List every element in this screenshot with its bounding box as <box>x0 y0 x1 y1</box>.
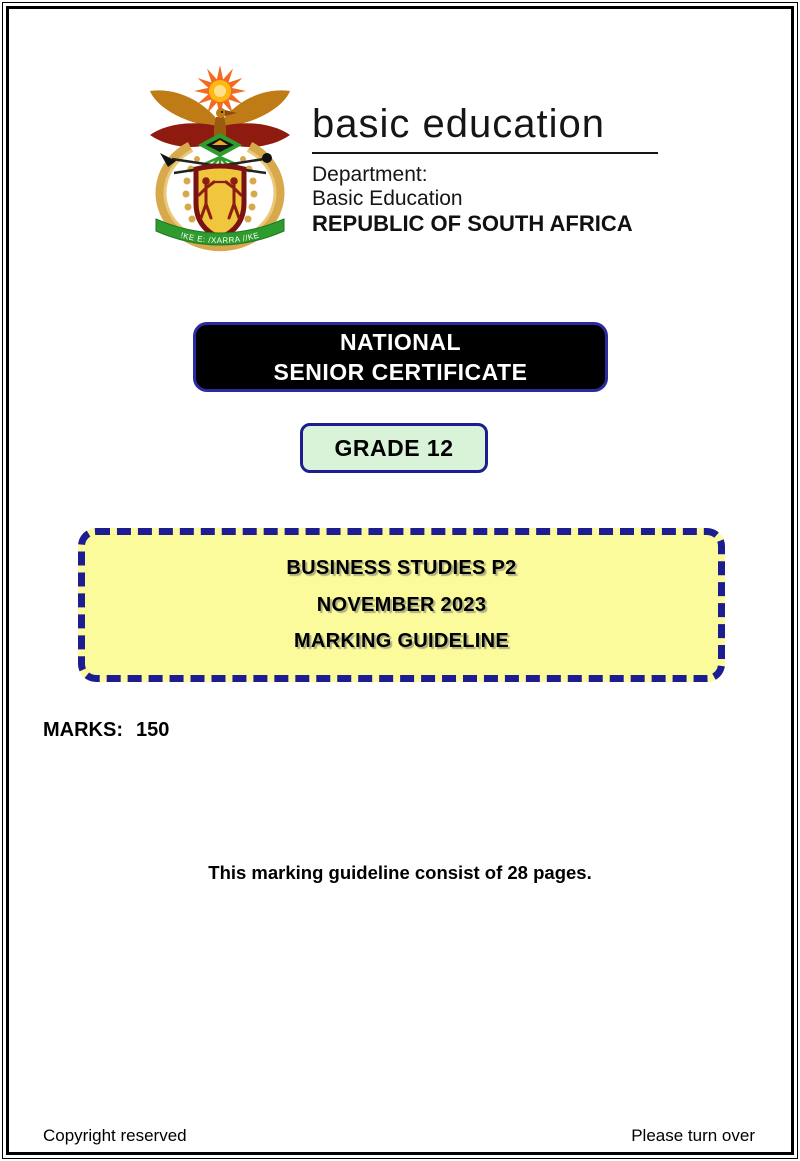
grade-badge <box>300 423 488 473</box>
coat-of-arms <box>140 60 300 270</box>
marks-label: MARKS: <box>43 719 123 741</box>
exam-doc-type: MARKING GUIDELINE <box>293 630 510 653</box>
footer-turn-over: Please turn over <box>631 1126 755 1145</box>
exam-session: NOVEMBER 2023 <box>316 593 487 616</box>
footer-copyright: Copyright reserved <box>43 1126 187 1145</box>
logo-title: basic education <box>312 102 605 146</box>
marks-value: 150 <box>136 719 170 741</box>
coat-of-arms-graphic <box>140 60 300 270</box>
certificate-banner-line1: NATIONAL <box>339 328 462 355</box>
certificate-banner-line2: SENIOR CERTIFICATE <box>273 359 528 385</box>
page-count-note: This marking guideline consist of 28 pages. <box>208 862 592 883</box>
grade-badge-label: GRADE 12 <box>334 434 454 461</box>
logo-department-line1: Department: <box>312 163 428 186</box>
exam-subject: BUSINESS STUDIES P2 <box>286 556 517 579</box>
logo-department-line2: Basic Education <box>312 186 463 210</box>
marks-line <box>43 719 169 742</box>
department-logo-text <box>312 104 658 236</box>
logo-underline <box>312 152 658 154</box>
emblem-shield <box>196 166 244 238</box>
certificate-banner <box>193 322 608 392</box>
exam-title-box <box>78 528 725 682</box>
emblem-motto-text: !KE E: /XARRA //KE <box>179 230 261 246</box>
logo-country: REPUBLIC OF SOUTH AFRICA <box>312 211 633 237</box>
